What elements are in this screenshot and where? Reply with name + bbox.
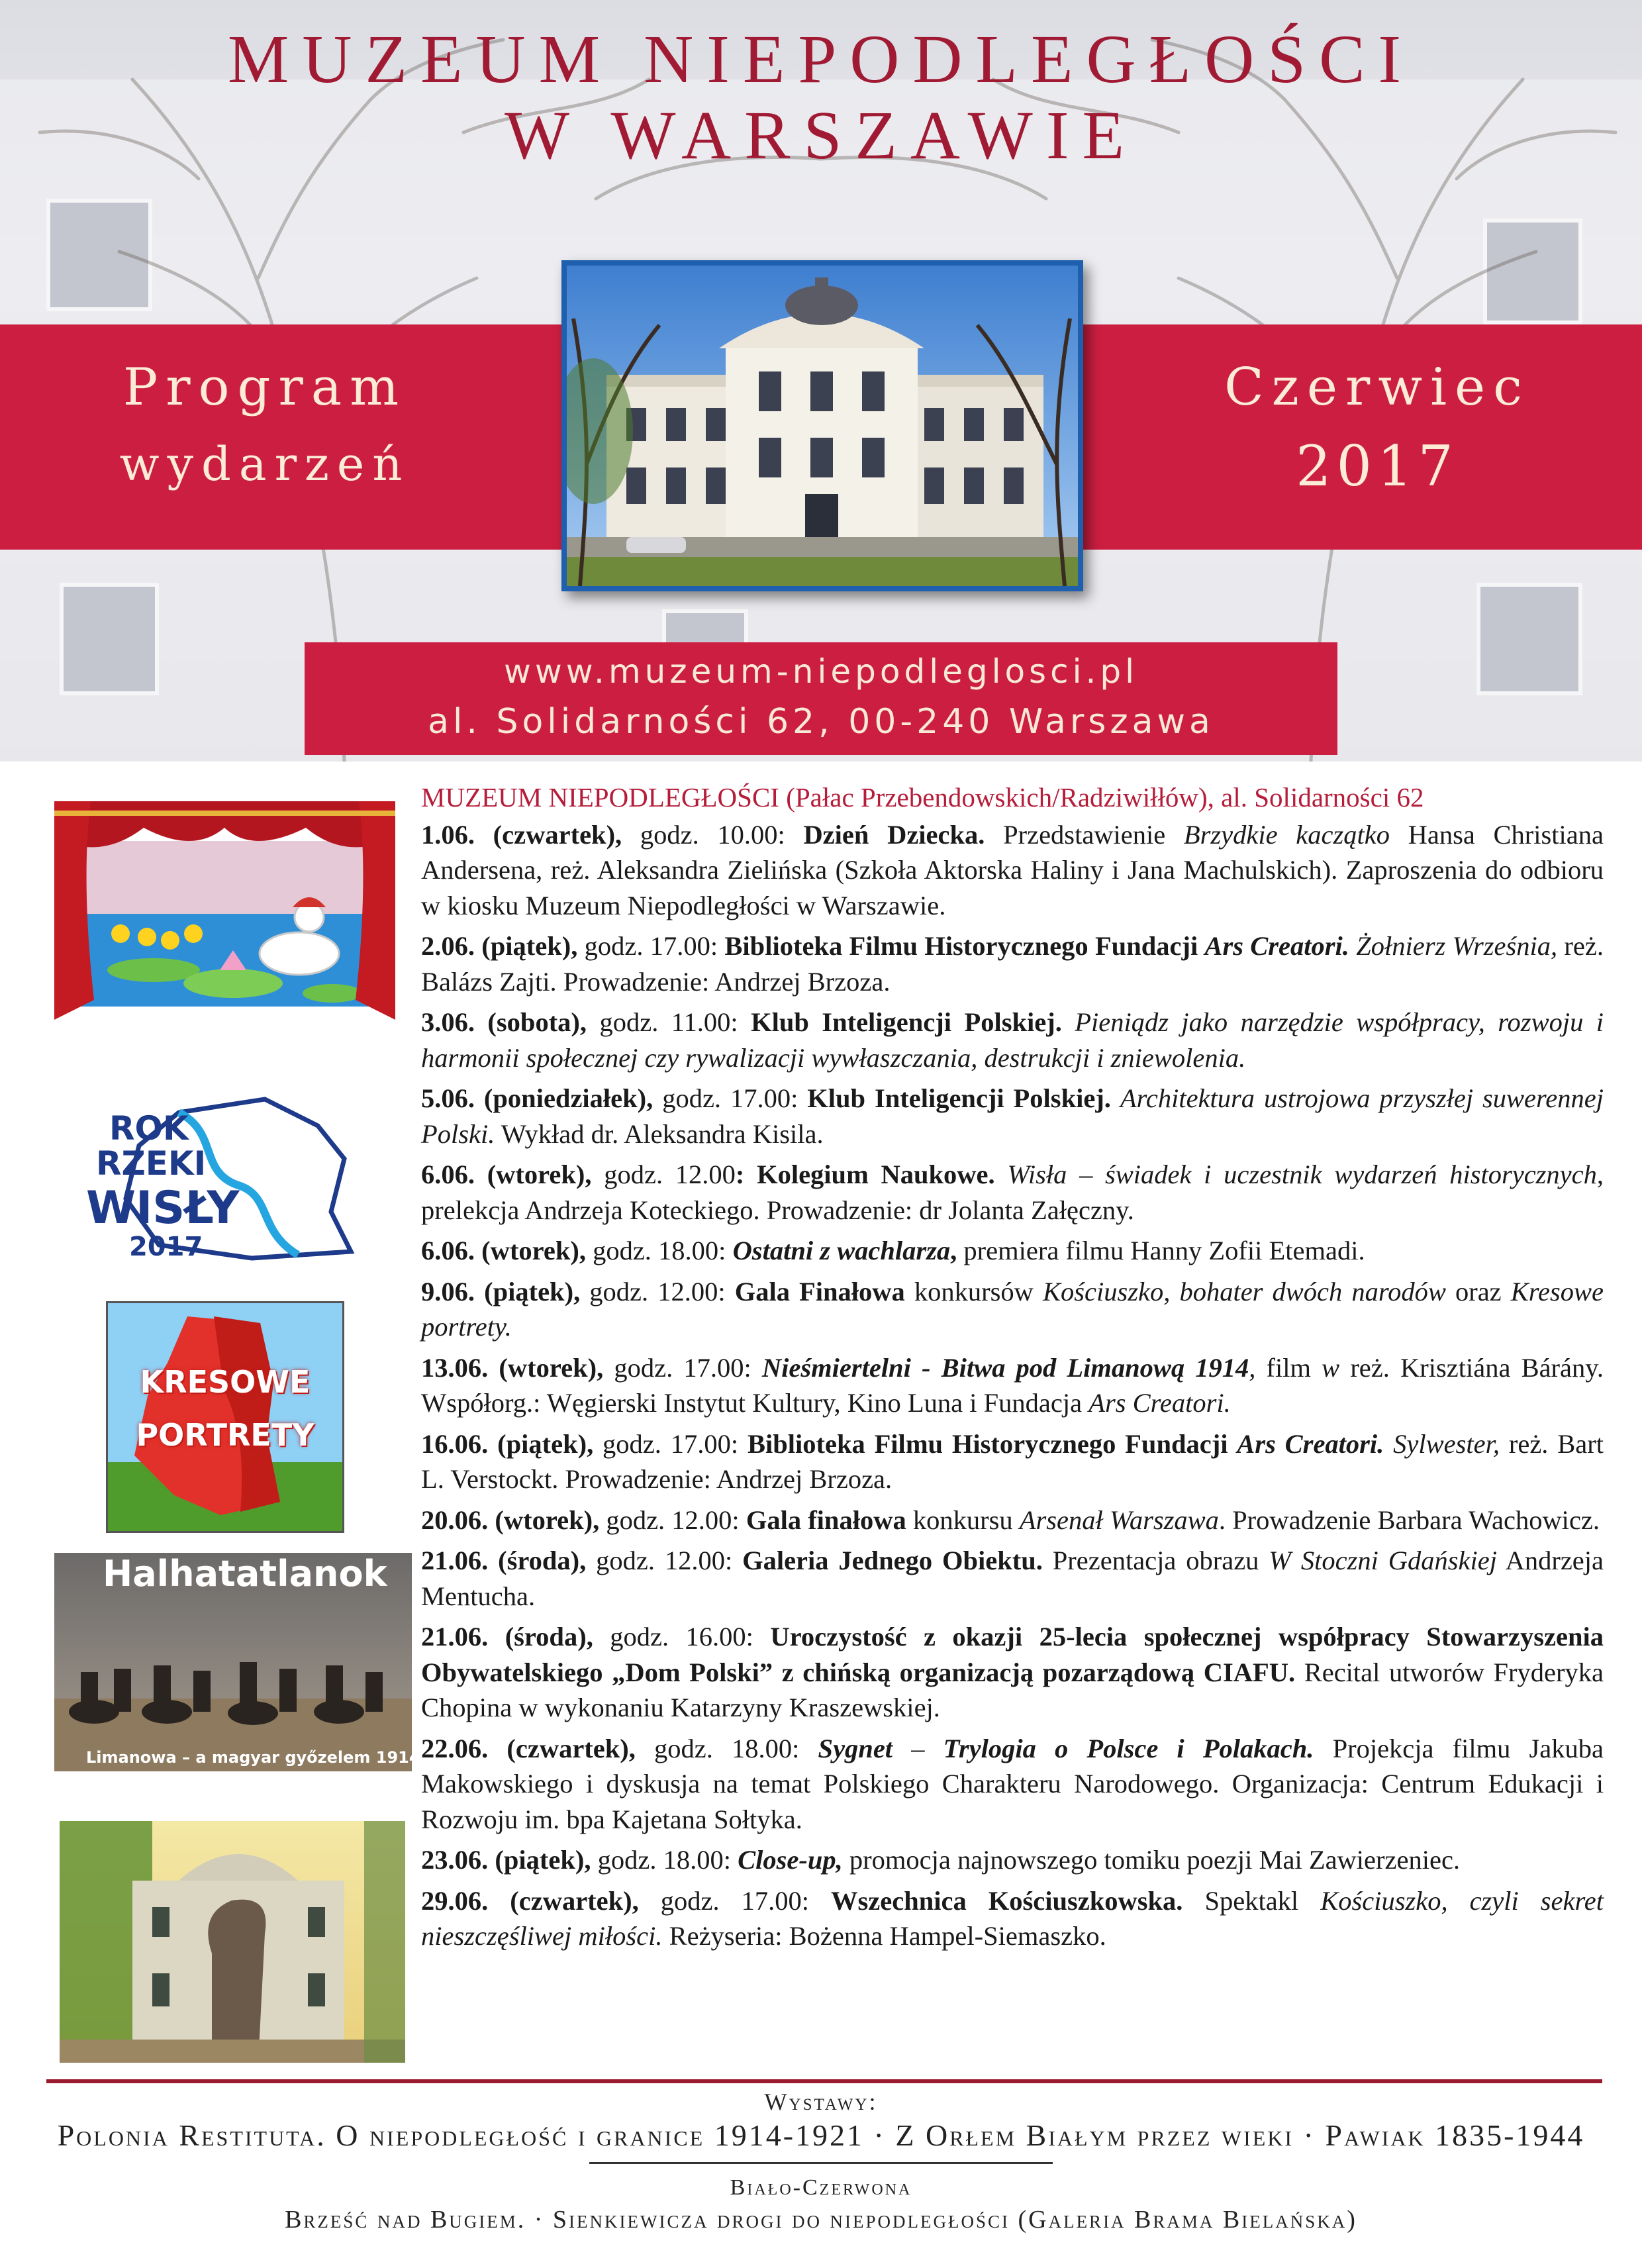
event-text-segment: Gala Finałowa xyxy=(734,1276,905,1307)
event-text-segment: . Prowadzenie Barbara Wachowicz. xyxy=(1218,1504,1600,1535)
event-text-segment xyxy=(1384,1429,1393,1459)
event-text-segment: W Stoczni Gdańskiej xyxy=(1269,1546,1497,1575)
event-text-segment: Sylwester, xyxy=(1393,1428,1500,1459)
year-2017-label: 2017 xyxy=(129,1232,203,1262)
event-text-segment: 21.06. (środa), xyxy=(421,1546,587,1575)
kresowe-label: KRESOWE xyxy=(140,1364,311,1400)
event-item xyxy=(421,1543,1604,1614)
event-item xyxy=(421,1233,1604,1269)
event-text-segment: reż. Balázs Zajti. Prowadzenie: Andrzej Brzoza. xyxy=(421,931,1604,997)
program-label-line-2: wydarzeń xyxy=(119,437,410,491)
event-item xyxy=(421,817,1604,924)
event-text-segment: Ars Creatori. xyxy=(1088,1388,1231,1418)
event-text-segment: Kościuszko, czyli sekret nieszczęśliwej miłości. xyxy=(421,1885,1604,1951)
event-text-segment: Gala finałowa xyxy=(746,1504,906,1535)
event-text-segment: Ostatni z wachlarza xyxy=(732,1236,951,1265)
event-text-segment: Przedstawienie xyxy=(985,819,1184,850)
event-text-segment: godz. 17.00: xyxy=(653,1083,808,1113)
month-label: Czerwiec xyxy=(1224,358,1530,417)
event-text-segment: Nieśmiertelni - Bitwa pod Limanową 1914 xyxy=(761,1352,1249,1383)
event-text-segment: Uroczystość z okazji 25-lecia społecznej współpracy Stowarzyszenia Obywatelskiego „Dom Polski” z chińską organizacją pozarządową CIAFU. xyxy=(421,1622,1604,1687)
event-text-segment: Sygnet xyxy=(818,1733,893,1763)
theatre-stage-illustration xyxy=(54,801,395,1020)
event-text-segment xyxy=(995,1159,1008,1189)
event-text-segment: 16.06. (piątek), xyxy=(421,1428,594,1459)
event-text-segment: godz. 17.00: xyxy=(593,1428,748,1459)
website-link[interactable]: www.muzeum-niepodleglosci.pl xyxy=(503,652,1139,691)
event-text-segment: Galeria Jednego Obiektu. xyxy=(742,1546,1043,1575)
event-text-segment: Kresowe portrety. xyxy=(421,1276,1604,1342)
event-text-segment: 6.06. (wtorek), xyxy=(421,1159,592,1189)
event-text-segment: Andrzeja Mentucha. xyxy=(421,1546,1604,1611)
year-label: 2017 xyxy=(1296,434,1459,499)
event-text-segment: 5.06. (poniedziałek), xyxy=(421,1083,653,1113)
event-item xyxy=(421,1274,1604,1345)
exhibitions-list-2: Brześć nad Bugiem. · Sienkiewicza drogi do niepodległości (Galeria Brama Bielańska) xyxy=(285,2206,1357,2234)
halhatatlanok-title: Halhatatlanok xyxy=(103,1553,387,1595)
event-text-segment: godz. 10.00: xyxy=(622,819,804,850)
event-text-segment xyxy=(1111,1083,1120,1113)
event-text-segment: premiera filmu Hanny Zofii Etemadi. xyxy=(957,1236,1365,1265)
event-text-segment: godz. 18.00: xyxy=(635,1733,818,1763)
event-item xyxy=(421,1081,1604,1152)
museum-building-photo xyxy=(561,260,1083,591)
event-text-segment: film xyxy=(1255,1352,1322,1383)
event-text-segment: Wisła – świadek i uczestnik wydarzeń historycznych xyxy=(1007,1159,1597,1189)
event-text-segment: Dzień Dziecka. xyxy=(803,819,985,850)
event-text-segment: Recital utworów Fryderyka Chopina w wykonaniu Katarzyny Kraszewskiej. xyxy=(421,1657,1604,1722)
event-text-segment: godz. 18.00: xyxy=(591,1845,738,1875)
event-text-segment: konkursu xyxy=(906,1504,1020,1535)
event-text-segment: , xyxy=(1249,1352,1256,1383)
event-text-segment: godz. 17.00: xyxy=(638,1885,832,1916)
event-text-segment: Biblioteka Filmu Historycznego Fundacji xyxy=(724,931,1205,961)
exhibitions-list: Polonia Restituta. O niepodległość i granice 1914-1921 · Z Orłem Białym przez wieki · Pawiak 1835-1944 xyxy=(57,2118,1585,2152)
halhatatlanok-caption: Limanowa – a magyar győzelem 1914 xyxy=(86,1748,420,1767)
event-text-segment: Biblioteka Filmu Historycznego Fundacji xyxy=(747,1428,1237,1459)
event-text-segment: Klub Inteligencji Polskiej. xyxy=(807,1083,1111,1113)
event-text-segment: 22.06. (czwartek), xyxy=(421,1733,636,1763)
event-text-segment: Projekcja filmu Jakuba Makowskiego i dyskusja na temat Polskiego Charakteru Narodowego. Organizacja: Centrum Edukacji i Rozwoju im. bpa Kajetana Sołtyka. xyxy=(421,1733,1604,1834)
museum-title-line-2: W WARSZAWIE xyxy=(505,97,1137,173)
event-text-segment: godz. 16.00: xyxy=(593,1622,771,1652)
event-text-segment: : Kolegium Naukowe. xyxy=(735,1159,995,1189)
event-text-segment: Close-up, xyxy=(738,1845,843,1875)
event-text-segment: Ars Creatori. xyxy=(1237,1428,1384,1459)
event-item xyxy=(421,1883,1604,1954)
event-text-segment: godz. 17.00: xyxy=(577,931,725,961)
event-text-segment: 6.06. (wtorek), xyxy=(421,1236,586,1265)
event-text-segment: godz. 12.00: xyxy=(599,1504,746,1535)
event-text-segment: Kościuszko, bohater dwóch narodów xyxy=(1042,1276,1446,1307)
event-text-segment: 20.06. (wtorek), xyxy=(421,1504,600,1535)
event-item xyxy=(421,1426,1604,1497)
event-text-segment: Hansa Christiana Andersena, reż. Aleksandra Zielińska (Szkoła Aktorska Haliny i Jana Machulskich). Zaproszenia do odbioru w kiosku Muzeum Niepodległości w Warszawie. xyxy=(421,819,1604,920)
event-text-segment: Żołnierz Września, xyxy=(1356,931,1558,961)
event-item xyxy=(421,1731,1604,1838)
event-text-segment: godz. 12.00: xyxy=(580,1276,735,1307)
program-heading: MUZEUM NIEPODLEGŁOŚCI (Pałac Przebendowskich/Radziwiłłów), al. Solidarności 62 xyxy=(421,782,1424,813)
event-text-segment: godz. 12.00: xyxy=(586,1546,743,1575)
event-list xyxy=(421,817,1604,1954)
museum-title-line-1: MUZEUM NIEPODLEGŁOŚCI xyxy=(227,21,1415,97)
museum-monument-photo xyxy=(60,1821,405,2063)
event-text-segment xyxy=(1349,931,1356,961)
program-label-line-1: Program xyxy=(122,358,407,417)
event-item xyxy=(421,1005,1604,1075)
museum-address: al. Solidarności 62, 00-240 Warszawa xyxy=(428,702,1214,742)
event-text-segment: godz. 18.00: xyxy=(585,1236,733,1265)
event-text-segment: Spektakl xyxy=(1183,1885,1321,1916)
event-text-segment: godz. 17.00: xyxy=(603,1352,762,1383)
event-text-segment: 2.06. (piątek), xyxy=(421,931,578,961)
event-text-segment: reż. Krisztiána Bárány. Współorg.: Węgierski Instytut Kultury, Kino Luna i Fundacja xyxy=(421,1352,1604,1418)
event-text-segment: Klub Inteligencji Polskiej. xyxy=(751,1007,1062,1037)
event-text-segment: w xyxy=(1322,1352,1340,1383)
footer-separator xyxy=(589,2162,1053,2164)
event-text-segment: 29.06. (czwartek), xyxy=(421,1885,639,1916)
event-text-segment: Ars Creatori. xyxy=(1204,931,1349,961)
event-text-segment: – xyxy=(893,1733,943,1763)
event-text-segment: 1.06. (czwartek), xyxy=(421,819,622,850)
event-text-segment: Wykład dr. Aleksandra Kisila. xyxy=(495,1118,824,1149)
event-text-segment: konkursów xyxy=(904,1276,1043,1307)
wisly-label: WISŁY xyxy=(86,1182,240,1234)
event-text-segment: Arsenał Warszawa xyxy=(1019,1504,1219,1535)
portrety-label: PORTRETY xyxy=(136,1417,314,1453)
event-text-segment: oraz xyxy=(1445,1276,1511,1307)
event-text-segment xyxy=(1062,1007,1075,1037)
event-text-segment: , xyxy=(950,1236,957,1265)
event-text-segment: Wszechnica Kościuszkowska. xyxy=(831,1885,1183,1916)
event-text-segment: Prezentacja obrazu xyxy=(1042,1546,1269,1575)
event-text-segment: 13.06. (wtorek), xyxy=(421,1352,604,1383)
event-text-segment: 9.06. (piątek), xyxy=(421,1276,581,1307)
event-text-segment: Brzydkie kaczątko xyxy=(1183,819,1390,850)
event-program xyxy=(421,780,1604,1954)
rzeki-label: RZEKI xyxy=(96,1144,207,1183)
exhibition-bialo-czerwona-label: Biało-Czerwona xyxy=(730,2175,912,2200)
event-item xyxy=(421,1503,1604,1538)
event-text-segment: godz. 12.00 xyxy=(591,1159,736,1189)
event-text-segment: godz. 11.00: xyxy=(587,1007,751,1037)
event-text-segment: 21.06. (środa), xyxy=(421,1622,593,1652)
event-text-segment: Pieniądz jako narzędzie współpracy, rozwoju i harmonii społecznej czy rywalizacji wywłaszczania, destrukcji i zniewolenia. xyxy=(421,1007,1604,1073)
event-text-segment: Architektura ustrojowa przyszłej suwerennej Polski. xyxy=(421,1083,1604,1149)
event-item xyxy=(421,928,1604,999)
event-item xyxy=(421,1350,1604,1421)
event-text-segment: 23.06. (piątek), xyxy=(421,1845,591,1875)
footer-divider xyxy=(46,2079,1602,2083)
exhibitions-label: Wystawy: xyxy=(764,2089,878,2115)
rok-label: ROK xyxy=(109,1109,189,1148)
event-text-segment: , prelekcja Andrzeja Koteckiego. Prowadzenie: dr Jolanta Załęczny. xyxy=(421,1159,1604,1225)
event-text-segment: Trylogia o Polsce i Polakach. xyxy=(943,1733,1314,1763)
event-text-segment: 3.06. (sobota), xyxy=(421,1007,587,1037)
event-text-segment: Reżyseria: Bożenna Hampel-Siemaszko. xyxy=(662,1921,1106,1951)
event-item xyxy=(421,1157,1604,1228)
event-text-segment: promocja najnowszego tomiku poezji Mai Zawierzeniec. xyxy=(842,1845,1461,1875)
event-text-segment: reż. Bart L. Verstockt. Prowadzenie: Andrzej Brzoza. xyxy=(421,1428,1604,1494)
event-item xyxy=(421,1619,1604,1726)
poster-header xyxy=(0,0,1642,762)
event-item xyxy=(421,1842,1604,1878)
